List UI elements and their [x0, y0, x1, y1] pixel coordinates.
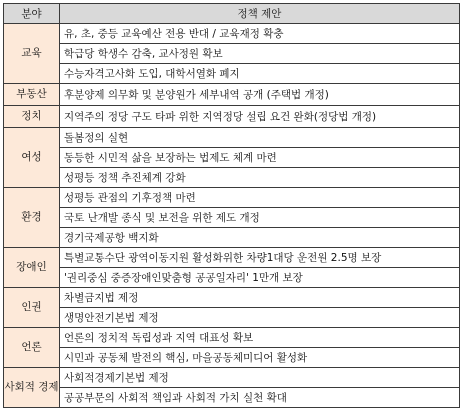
- table-row: [4, 348, 460, 368]
- table-row: [4, 24, 460, 44]
- proposal-cell: 경기국제공항 백지화: [60, 228, 460, 248]
- proposal-cell: 학급당 학생수 감축, 교사정원 확보: [60, 44, 460, 64]
- table-row: [4, 368, 460, 388]
- table-row: [4, 188, 460, 208]
- proposal-cell: 후분양제 의무화 및 분양원가 세부내역 공개 (주택법 개정): [60, 84, 460, 106]
- category-cell-disability: 장애인: [4, 248, 60, 288]
- table-row: [4, 84, 460, 106]
- proposal-cell: 공공부문의 사회적 책임과 사회적 가치 실천 확대: [60, 388, 460, 408]
- table-row: [4, 128, 460, 148]
- proposal-cell: 사회적경제기본법 제정: [60, 368, 460, 388]
- header-row: [4, 4, 460, 24]
- table-row: [4, 268, 460, 288]
- table-row: [4, 148, 460, 168]
- proposal-cell: 지역주의 정당 구도 타파 위한 지역정당 설립 요건 완화(정당법 개정): [60, 106, 460, 128]
- proposal-cell: 동등한 시민적 삶을 보장하는 법제도 체계 마련: [60, 148, 460, 168]
- category-cell-human-rights: 인권: [4, 288, 60, 328]
- proposal-cell: 생명안전기본법 제정: [60, 308, 460, 328]
- table-row: [4, 288, 460, 308]
- category-cell-education: 교육: [4, 24, 60, 84]
- proposal-cell: 돌봄정의 실현: [60, 128, 460, 148]
- category-cell-politics: 정치: [4, 106, 60, 128]
- header-proposal: 정책 제안: [60, 4, 460, 24]
- proposal-cell: 언론의 정치적 독립성과 지역 대표성 확보: [60, 328, 460, 348]
- table-row: [4, 308, 460, 328]
- proposal-cell: 성평등 정책 추진체계 강화: [60, 168, 460, 188]
- proposal-cell: 성평등 관점의 기후정책 마련: [60, 188, 460, 208]
- table-row: [4, 208, 460, 228]
- proposal-cell: 시민과 공동체 발전의 핵심, 마을공동체미디어 활성화: [60, 348, 460, 368]
- category-cell-environment: 환경: [4, 188, 60, 248]
- table-row: [4, 64, 460, 84]
- proposal-cell: '권리중심 중증장애인맞춤형 공공일자리' 1만개 보장: [60, 268, 460, 288]
- proposal-cell: 차별금지법 제정: [60, 288, 460, 308]
- proposal-cell: 유, 초, 중등 교육예산 전용 반대 / 교육재정 확충: [60, 24, 460, 44]
- proposal-cell: 국토 난개발 종식 및 보전을 위한 제도 개정: [60, 208, 460, 228]
- table-row: [4, 388, 460, 408]
- category-cell-media: 언론: [4, 328, 60, 368]
- proposal-cell: 수능자격고사화 도입, 대학서열화 폐지: [60, 64, 460, 84]
- policy-proposal-table: [3, 3, 460, 408]
- header-category: 분야: [4, 4, 60, 24]
- table-row: [4, 328, 460, 348]
- category-cell-social-economy: 사회적 경제: [4, 368, 60, 408]
- table-row: [4, 106, 460, 128]
- proposal-cell: 특별교통수단 광역이동지원 활성화위한 차량1대당 운전원 2.5명 보장: [60, 248, 460, 268]
- table-row: [4, 168, 460, 188]
- table-row: [4, 228, 460, 248]
- table-row: [4, 44, 460, 64]
- category-cell-real-estate: 부동산: [4, 84, 60, 106]
- table-row: [4, 248, 460, 268]
- policy-table-container: [3, 3, 460, 408]
- category-cell-women: 여성: [4, 128, 60, 188]
